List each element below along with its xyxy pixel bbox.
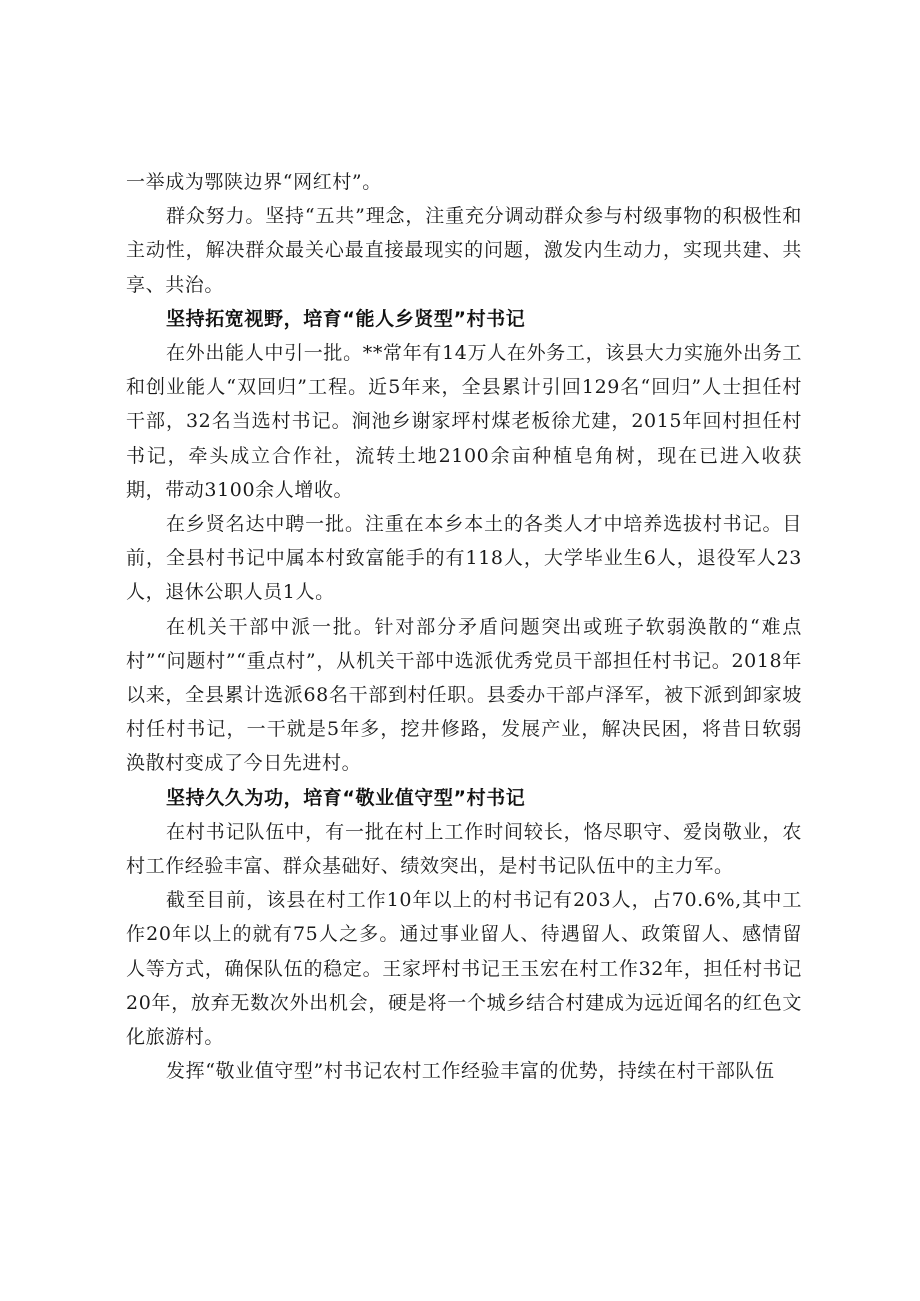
section-heading: 坚持久久为功，培育“敬业值守型”村书记: [166, 786, 526, 809]
paragraph: 在村书记队伍中，有一批在村上工作时间较长，恪尽职守、爱岗敬业，农村工作经验丰富、群众基础好、绩效突出，是村书记队伍中的主力军。: [126, 820, 802, 878]
paragraph: 群众努力。坚持“五共”理念，注重充分调动群众参与村级事物的积极性和主动性，解决群众最关心最直接最现实的问题，激发内生动力，实现共建、共享、共治。: [126, 205, 802, 296]
paragraph: 在机关干部中派一批。针对部分矛盾问题突出或班子软弱涣散的“难点村”“问题村”“重点村”，从机关干部中选派优秀党员干部担任村书记。2018年以来，全县累计选派68名干部到村任职。县委办干部卢泽军，被下派到卸家坡村任村书记，一干就是5年多，挖井修路，发展产业，解决民困，将昔日软弱涣散村变成了今日先进村。: [126, 615, 802, 775]
document-body: [126, 165, 802, 1088]
paragraph: 发挥“敬业值守型”村书记农村工作经验丰富的优势，持续在村干部队伍: [166, 1060, 775, 1083]
paragraph: 截至目前，该县在村工作10年以上的村书记有203人，占70.6%,其中工作20年以上的就有75人之多。通过事业留人、待遇留人、政策留人、感情留人等方式，确保队伍的稳定。王家坪村书记王玉宏在村工作32年，担任村书记20年，放弃无数次外出机会，硬是将一个城乡结合村建成为远近闻名的红色文化旅游村。: [126, 889, 802, 1049]
paragraph: 在乡贤名达中聘一批。注重在本乡本土的各类人才中培养选拔村书记。目前，全县村书记中属本村致富能手的有118人，大学毕业生6人，退役军人23人，退休公职人员1人。: [126, 513, 802, 604]
paragraph: 在外出能人中引一批。**常年有14万人在外务工，该县大力实施外出务工和创业能人“双回归”工程。近5年来，全县累计引回129名“回归”人士担任村干部，32名当选村书记。涧池乡谢家坪村煤老板徐尤建，2015年回村担任村书记，牵头成立合作社，流转土地2100余亩种植皂角树，现在已进入收获期，带动3100余人增收。: [126, 342, 802, 501]
paragraph: 一举成为鄂陕边界“网红村”。: [126, 171, 382, 193]
section-heading: 坚持拓宽视野，培育“能人乡贤型”村书记: [166, 307, 526, 330]
